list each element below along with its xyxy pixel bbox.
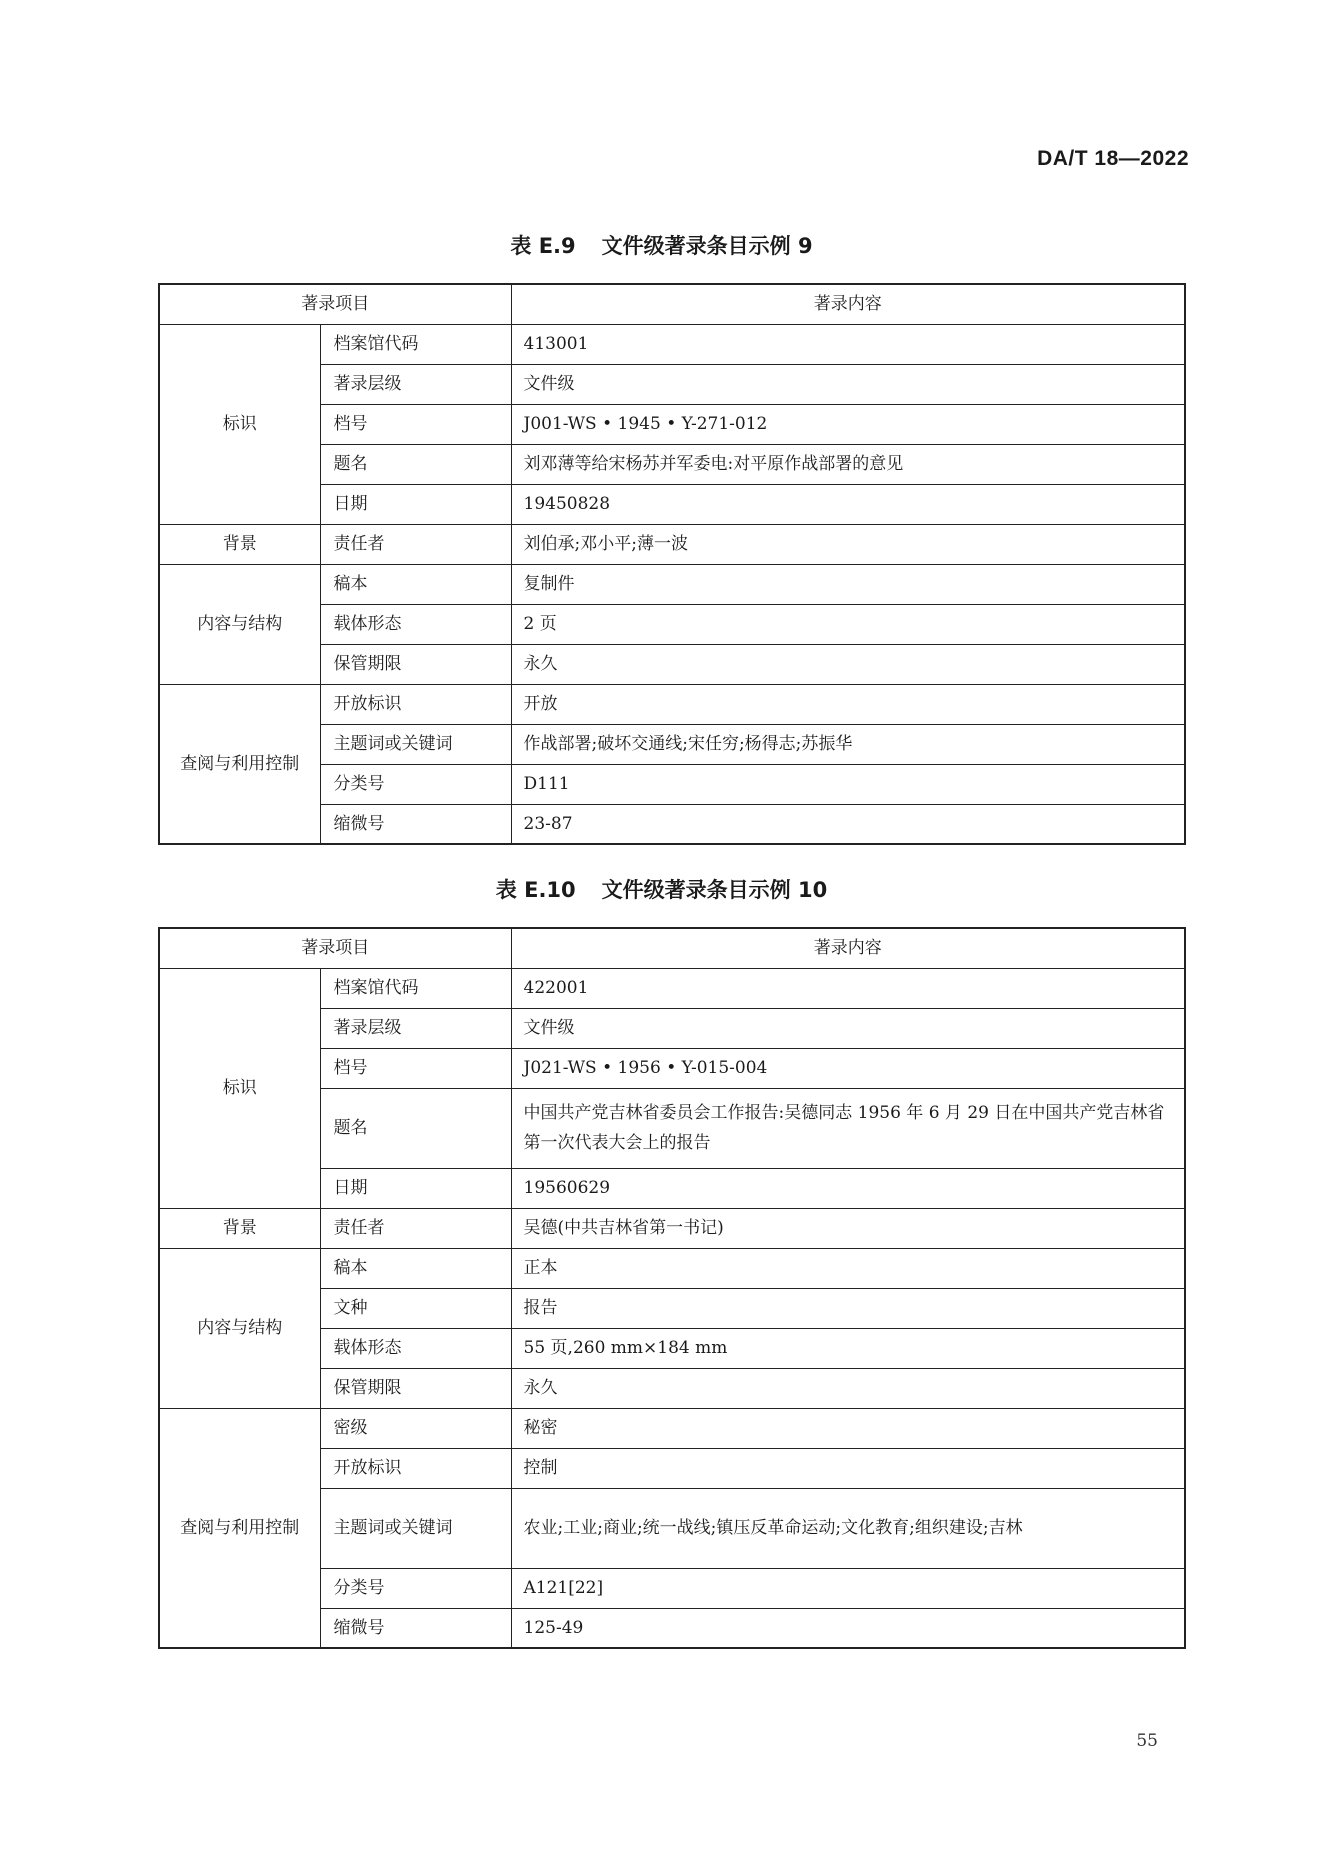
field-name: 责任者: [320, 524, 511, 564]
column-header-content: 著录内容: [511, 928, 1185, 968]
table-row: [159, 684, 1185, 724]
field-value: A121[22]: [511, 1568, 1185, 1608]
field-name: 日期: [320, 1168, 511, 1208]
field-name: 缩微号: [320, 1608, 511, 1648]
field-value: 422001: [511, 968, 1185, 1008]
table-row: [159, 1248, 1185, 1288]
group-label: 标识: [159, 968, 320, 1208]
field-value: 文件级: [511, 364, 1185, 404]
field-name: 著录层级: [320, 1008, 511, 1048]
field-name: 分类号: [320, 1568, 511, 1608]
record-table: [158, 283, 1186, 845]
field-name: 档案馆代码: [320, 968, 511, 1008]
field-value: 中国共产党吉林省委员会工作报告:吴德同志 1956 年 6 月 29 日在中国共产党吉林省第一次代表大会上的报告: [511, 1088, 1185, 1168]
field-value: 作战部署;破坏交通线;宋任穷;杨得志;苏振华: [511, 724, 1185, 764]
group-label: 标识: [159, 324, 320, 524]
table-row: [159, 564, 1185, 604]
table-header-row: [159, 284, 1185, 324]
field-name: 载体形态: [320, 1328, 511, 1368]
field-name: 保管期限: [320, 1368, 511, 1408]
group-label: 内容与结构: [159, 564, 320, 684]
field-value: 正本: [511, 1248, 1185, 1288]
field-name: 稿本: [320, 564, 511, 604]
field-name: 稿本: [320, 1248, 511, 1288]
field-name: 保管期限: [320, 644, 511, 684]
group-label: 背景: [159, 1208, 320, 1248]
group-label: 查阅与利用控制: [159, 684, 320, 844]
field-value: 刘邓薄等给宋杨苏并军委电:对平原作战部署的意见: [511, 444, 1185, 484]
table-row: [159, 524, 1185, 564]
group-label: 内容与结构: [159, 1248, 320, 1408]
field-name: 主题词或关键词: [320, 724, 511, 764]
standard-code: DA/T 18—2022: [1037, 147, 1189, 170]
field-name: 分类号: [320, 764, 511, 804]
field-name: 著录层级: [320, 364, 511, 404]
field-value: 19560629: [511, 1168, 1185, 1208]
field-value: 刘伯承;邓小平;薄一波: [511, 524, 1185, 564]
field-value: 报告: [511, 1288, 1185, 1328]
field-value: 开放: [511, 684, 1185, 724]
field-name: 文种: [320, 1288, 511, 1328]
field-value: 永久: [511, 644, 1185, 684]
field-name: 档案馆代码: [320, 324, 511, 364]
field-value: J021-WS • 1956 • Y-015-004: [511, 1048, 1185, 1088]
field-value: 文件级: [511, 1008, 1185, 1048]
column-header-item: 著录项目: [159, 928, 511, 968]
group-label: 查阅与利用控制: [159, 1408, 320, 1648]
field-name: 载体形态: [320, 604, 511, 644]
field-name: 题名: [320, 1088, 511, 1168]
table-caption: [0, 230, 1323, 260]
record-table: [158, 927, 1186, 1649]
field-value: 吴德(中共吉林省第一书记): [511, 1208, 1185, 1248]
field-name: 题名: [320, 444, 511, 484]
field-name: 档号: [320, 404, 511, 444]
table-row: [159, 1408, 1185, 1448]
field-name: 缩微号: [320, 804, 511, 844]
field-value: 413001: [511, 324, 1185, 364]
table-caption-title: 文件级著录条目示例 10: [601, 878, 828, 902]
field-value: 19450828: [511, 484, 1185, 524]
column-header-content: 著录内容: [511, 284, 1185, 324]
field-value: J001-WS • 1945 • Y-271-012: [511, 404, 1185, 444]
table-caption-number: 表 E.9: [510, 234, 576, 258]
field-value: D111: [511, 764, 1185, 804]
field-name: 责任者: [320, 1208, 511, 1248]
field-value: 复制件: [511, 564, 1185, 604]
field-value: 125-49: [511, 1608, 1185, 1648]
group-label: 背景: [159, 524, 320, 564]
column-header-item: 著录项目: [159, 284, 511, 324]
field-name: 密级: [320, 1408, 511, 1448]
table-row: [159, 324, 1185, 364]
field-name: 开放标识: [320, 1448, 511, 1488]
field-name: 日期: [320, 484, 511, 524]
field-value: 55 页,260 mm×184 mm: [511, 1328, 1185, 1368]
field-value: 控制: [511, 1448, 1185, 1488]
table-row: [159, 968, 1185, 1008]
field-value: 秘密: [511, 1408, 1185, 1448]
field-value: 23-87: [511, 804, 1185, 844]
field-name: 主题词或关键词: [320, 1488, 511, 1568]
field-name: 档号: [320, 1048, 511, 1088]
field-name: 开放标识: [320, 684, 511, 724]
table-caption: [0, 874, 1323, 904]
table-row: [159, 1208, 1185, 1248]
page-number: 55: [1136, 1731, 1158, 1751]
table-caption-title: 文件级著录条目示例 9: [601, 234, 813, 258]
field-value: 农业;工业;商业;统一战线;镇压反革命运动;文化教育;组织建设;吉林: [511, 1488, 1185, 1568]
field-value: 永久: [511, 1368, 1185, 1408]
table-caption-number: 表 E.10: [495, 878, 576, 902]
table-header-row: [159, 928, 1185, 968]
field-value: 2 页: [511, 604, 1185, 644]
